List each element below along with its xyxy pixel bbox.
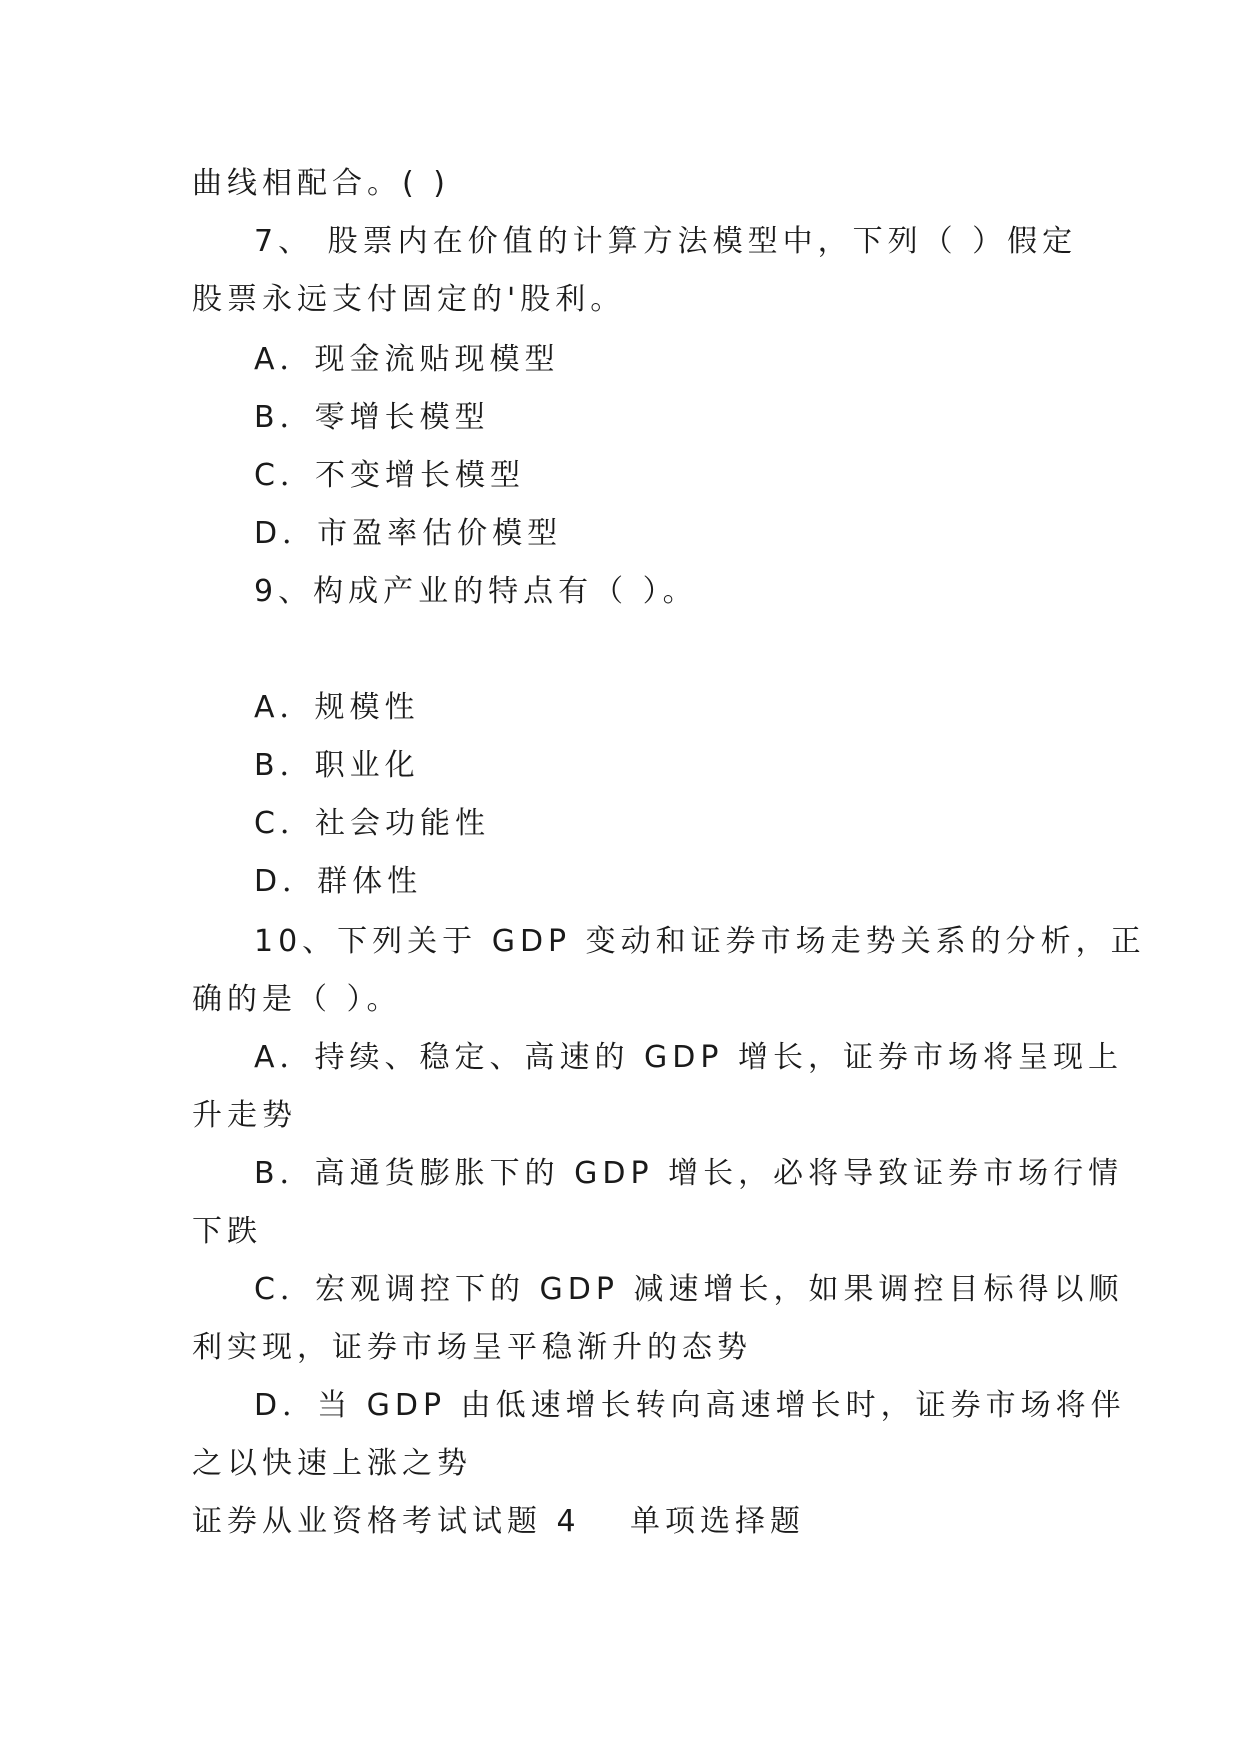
- question-10-stem: 10、下列关于 GDP 变动和证券市场走势关系的分析，正: [254, 924, 1146, 959]
- question-10-option-b-cont: 下跌: [192, 1214, 262, 1249]
- question-7-stem: 7、 股票内在价值的计算方法模型中，下列（ ）假定: [254, 224, 1078, 259]
- question-9-stem: 9、构成产业的特点有（ ）。: [254, 574, 698, 609]
- question-10-option-d: D．当 GDP 由低速增长转向高速增长时，证券市场将伴: [254, 1388, 1126, 1423]
- question-10-option-b: B．高通货膨胀下的 GDP 增长，必将导致证券市场行情: [254, 1156, 1124, 1191]
- question-9-option-a: A．规模性: [254, 690, 420, 725]
- question-10-option-a: A．持续、稳定、高速的 GDP 增长，证券市场将呈现上: [254, 1040, 1124, 1075]
- section-title: 证券从业资格考试试题 4: [192, 1504, 581, 1539]
- question-7-option-b: B．零增长模型: [254, 400, 490, 435]
- question-10-option-d-cont: 之以快速上涨之势: [192, 1446, 472, 1481]
- question-10-option-a-cont: 升走势: [192, 1098, 297, 1133]
- question-9-option-b: B．职业化: [254, 748, 420, 783]
- question-10-stem-cont: 确的是（ ）。: [192, 982, 402, 1017]
- question-10-option-c-cont: 利实现，证券市场呈平稳渐升的态势: [192, 1330, 752, 1365]
- question-7-option-c: C．不变增长模型: [254, 458, 525, 493]
- question-9-option-d: D．群体性: [254, 864, 423, 899]
- question-7-option-a: A．现金流贴现模型: [254, 342, 560, 377]
- section-subtitle: 单项选择题: [630, 1504, 805, 1539]
- question-9-option-c: C．社会功能性: [254, 806, 490, 841]
- question-10-option-c: C．宏观调控下的 GDP 减速增长，如果调控目标得以顺: [254, 1272, 1124, 1307]
- text-line: 曲线相配合。( ): [192, 166, 450, 201]
- question-7-option-d: D．市盈率估价模型: [254, 516, 563, 551]
- question-7-stem-cont: 股票永远支付固定的'股利。: [192, 282, 626, 317]
